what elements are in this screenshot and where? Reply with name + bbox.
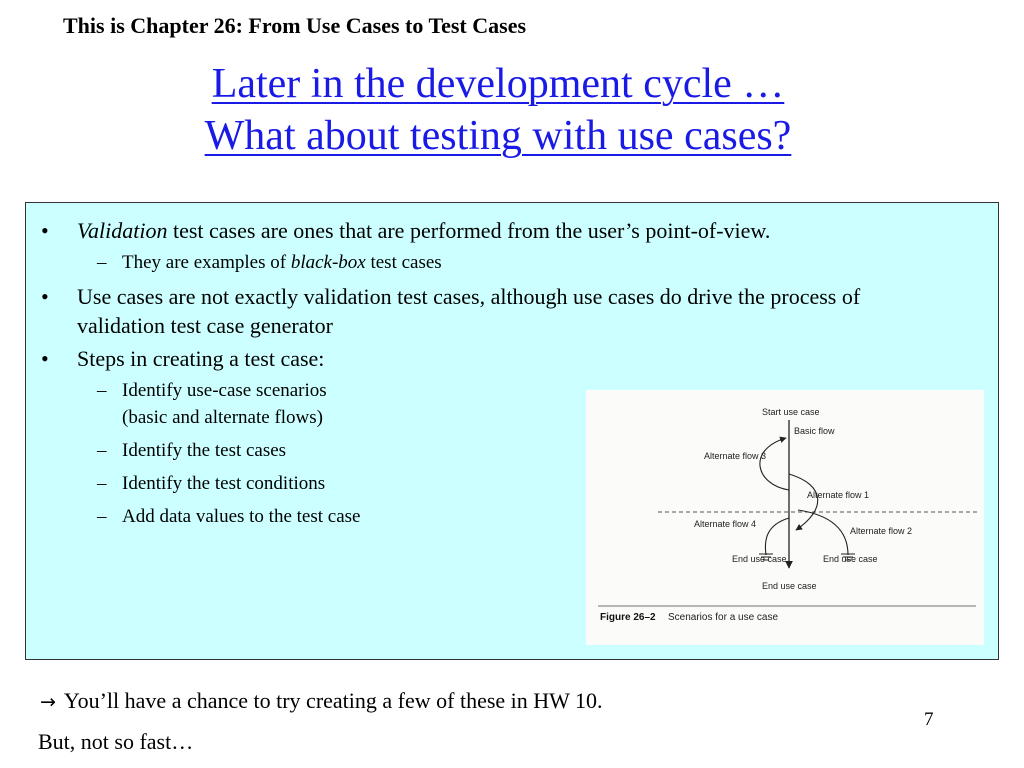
- label-alt3: Alternate flow 3: [704, 451, 767, 461]
- content-box: [25, 202, 999, 660]
- label-alt1: Alternate flow 1: [807, 490, 870, 500]
- caption-text: Scenarios for a use case: [668, 612, 779, 623]
- label-end-left: End use case: [732, 554, 787, 564]
- dash-glyph: –: [97, 506, 107, 527]
- footer-note-text: You’ll have a chance to try creating a few of these in HW 10.: [63, 688, 603, 713]
- bullet-steps-text: Steps in creating a test case:: [77, 346, 325, 371]
- slide-title: [0, 58, 996, 162]
- scenario-figure: [586, 390, 984, 645]
- label-alt2: Alternate flow 2: [850, 526, 913, 536]
- label-end-right: End use case: [823, 554, 878, 564]
- bullet-use-cases-text: Use cases are not exactly validation test cases, although use cases do drive the process of validation test case generator: [77, 284, 861, 338]
- label-start: Start use case: [762, 407, 820, 417]
- chapter-heading: This is Chapter 26: From Use Cases to Test Cases: [63, 13, 527, 38]
- sub-bullet-prefix: They are examples of: [122, 252, 291, 273]
- sub-bullet-suffix: test cases: [365, 252, 442, 273]
- step-text: Add data values to the test case: [122, 506, 361, 527]
- validation-term: Validation: [77, 218, 168, 243]
- dash-glyph: –: [97, 380, 107, 401]
- alternate-flow-2-path: [798, 510, 848, 555]
- caption-number: Figure 26–2: [600, 612, 656, 623]
- scenario-diagram: [586, 390, 984, 645]
- bullet-glyph: •: [41, 346, 49, 371]
- footer-note-2: But, not so fast…: [38, 729, 194, 754]
- bullet-validation-text: test cases are ones that are performed from the user’s point-of-view.: [167, 218, 771, 243]
- black-box-term: black-box: [290, 252, 366, 273]
- label-basic: Basic flow: [794, 426, 835, 436]
- alternate-flow-1-path: [789, 474, 818, 530]
- title-line-2: What about testing with use cases?: [204, 113, 792, 159]
- page-number: 7: [924, 709, 934, 730]
- alternate-flow-3-path: [760, 438, 789, 490]
- dash-glyph: –: [97, 252, 107, 273]
- label-end-main: End use case: [762, 581, 817, 591]
- bullet-steps: [26, 344, 1000, 373]
- step-text-continued: (basic and alternate flows): [122, 407, 323, 428]
- sub-bullet-black-box: [26, 249, 1000, 276]
- step-text: Identify the test cases: [122, 440, 287, 461]
- dash-glyph: –: [97, 473, 107, 494]
- label-alt4: Alternate flow 4: [694, 519, 757, 529]
- alternate-flow-4-path: [765, 518, 789, 555]
- footer-note: [40, 688, 603, 714]
- step-text: Identify the test conditions: [122, 473, 326, 494]
- step-text: Identify use-case scenarios: [122, 380, 327, 401]
- bullet-glyph: •: [41, 218, 49, 243]
- dash-glyph: –: [97, 440, 107, 461]
- bullet-glyph: •: [41, 284, 49, 309]
- bullet-use-cases: [26, 282, 1000, 340]
- title-line-1: Later in the development cycle …: [211, 61, 785, 107]
- bullet-validation: [26, 216, 1000, 245]
- arrow-icon: →: [40, 691, 56, 713]
